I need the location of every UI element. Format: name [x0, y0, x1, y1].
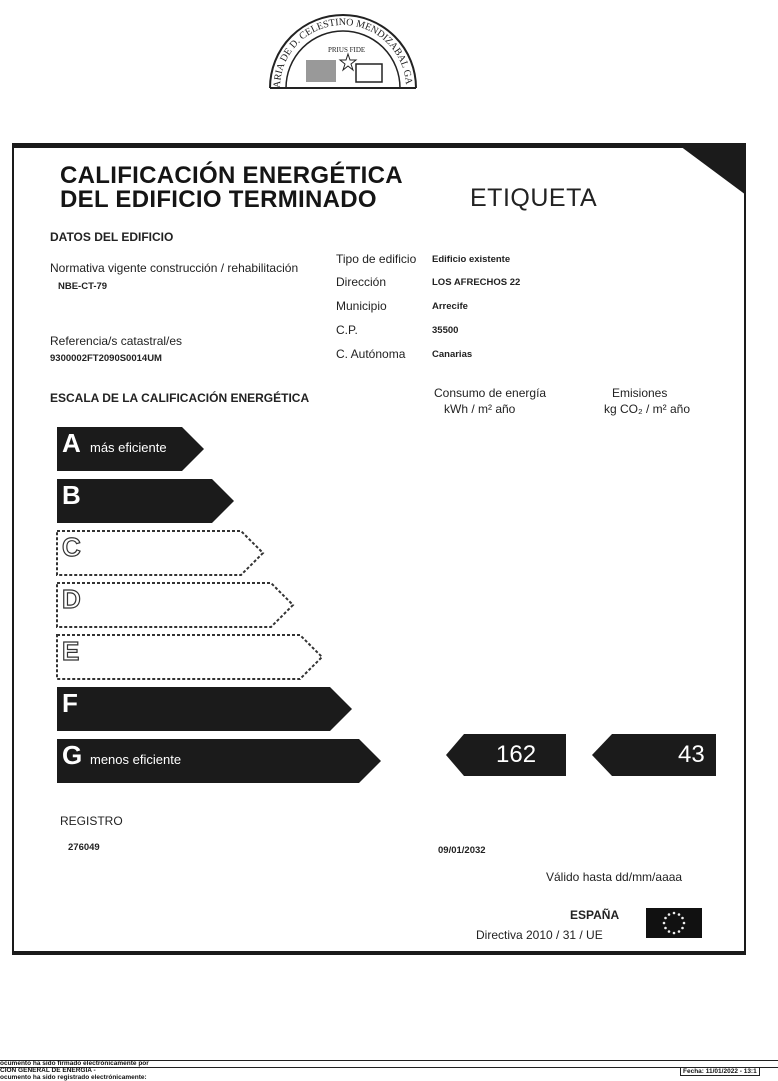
footer-line-2: CION GENERAL DE ENERGIA - — [0, 1067, 96, 1074]
label-type: ETIQUETA — [470, 184, 598, 212]
consumo-value: 162 — [496, 741, 537, 768]
registro-label: REGISTRO — [60, 814, 123, 828]
section-escala: ESCALA DE LA CALIFICACIÓN ENERGÉTICA — [50, 391, 310, 405]
normativa-label: Normativa vigente construcción / rehabilitación — [50, 261, 299, 275]
class-letter-b: B — [62, 480, 81, 510]
seal-text: ARIA DE D. CELESTINO MENDIZABAL GA — [271, 16, 414, 89]
class-letter-a: A — [62, 428, 81, 458]
document-footer — [0, 1060, 778, 1080]
class-arrow-a — [56, 426, 206, 472]
referencia-value: 9300002FT2090S0014UM — [50, 353, 162, 364]
class-letter-e: E — [62, 636, 80, 666]
eu-flag-icon — [646, 908, 702, 938]
class-letter-c: C — [62, 532, 81, 562]
section-datos-edificio: DATOS DEL EDIFICIO — [50, 230, 174, 244]
class-arrow-e — [56, 634, 324, 680]
notary-seal — [266, 14, 420, 90]
tipo-label: Tipo de edificio — [336, 252, 417, 266]
seal-motto: PRIUS FIDE — [328, 46, 366, 54]
municipio-label: Municipio — [336, 299, 387, 313]
direccion-value: LOS AFRECHOS 22 — [432, 277, 521, 288]
title-line-1: CALIFICACIÓN ENERGÉTICA — [60, 162, 403, 189]
registro-number: 276049 — [68, 842, 100, 853]
class-arrow-f — [56, 686, 354, 732]
direccion-label: Dirección — [336, 275, 387, 289]
cp-label: C.P. — [336, 323, 358, 337]
class-letter-g: G — [62, 740, 83, 770]
title-line-2: DEL EDIFICIO TERMINADO — [60, 186, 377, 213]
consumo-label-2: kWh / m² año — [444, 402, 516, 416]
municipio-value: Arrecife — [432, 301, 468, 312]
valid-until-label: Válido hasta dd/mm/aaaa — [546, 870, 683, 884]
referencia-label: Referencia/s catastral/es — [50, 334, 183, 348]
autonoma-value: Canarias — [432, 349, 473, 360]
valid-until-date: 09/01/2032 — [438, 845, 486, 856]
autonoma-label: C. Autónoma — [336, 347, 406, 361]
country-label: ESPAÑA — [570, 908, 620, 922]
footer-line-mid — [0, 1067, 778, 1068]
emisiones-label-1: Emisiones — [612, 386, 668, 400]
consumo-indicator — [446, 734, 566, 781]
class-note-a: más eficiente — [90, 440, 167, 455]
emisiones-value: 43 — [678, 741, 705, 768]
directive-label: Directiva 2010 / 31 / UE — [476, 928, 603, 942]
class-note-g: menos eficiente — [90, 752, 182, 767]
class-letter-d: D — [62, 584, 81, 614]
emisiones-indicator — [592, 734, 716, 781]
footer-date: Fecha: 11/01/2022 - 13:1 — [680, 1067, 760, 1076]
emisiones-label-2: kg CO₂ / m² año — [604, 402, 691, 416]
tipo-value: Edificio existente — [432, 254, 511, 265]
class-arrow-b — [56, 478, 236, 524]
footer-line-1: ocumento ha sido firmado electrónicamente por — [0, 1060, 149, 1067]
class-letter-f: F — [62, 688, 78, 718]
consumo-label-1: Consumo de energía — [434, 386, 547, 400]
footer-line-3: ocumento ha sido registrado electrónicamente: — [0, 1074, 147, 1081]
class-arrow-d — [56, 582, 295, 628]
class-arrow-c — [56, 530, 265, 576]
class-arrow-g — [56, 738, 383, 784]
normativa-value: NBE-CT-79 — [58, 281, 108, 292]
energy-label — [12, 143, 746, 955]
cp-value: 35500 — [432, 325, 459, 336]
corner-decoration — [676, 143, 746, 195]
